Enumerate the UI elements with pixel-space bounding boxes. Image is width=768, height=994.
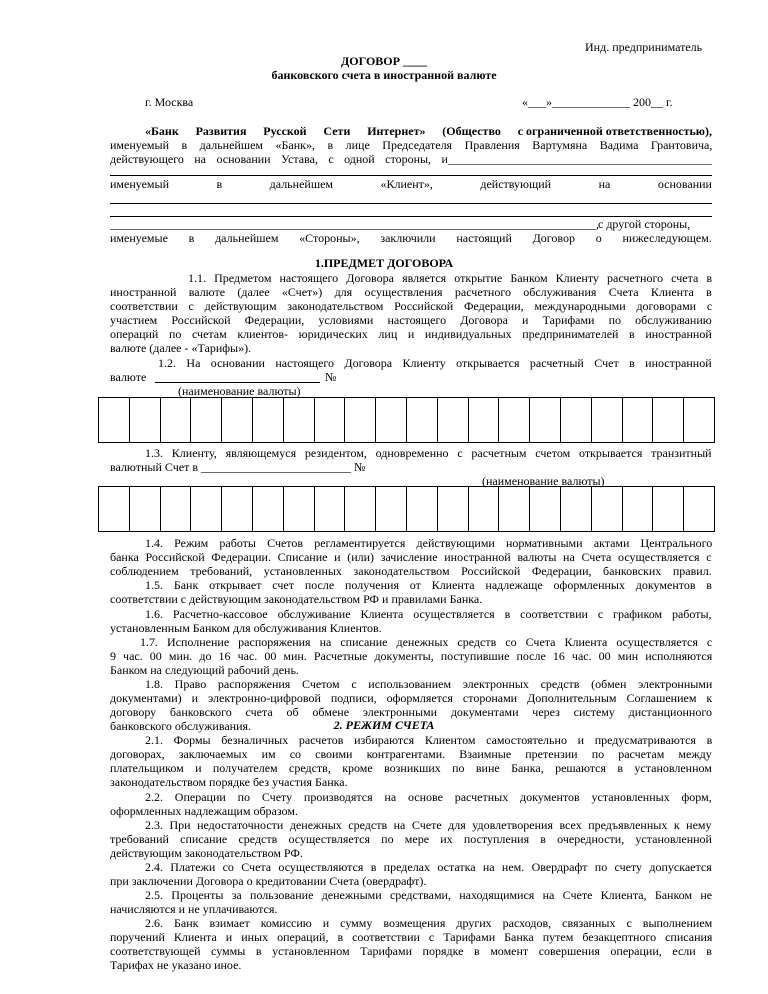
preamble-line-2: именуемый в дальнейшем «Банк», в лице Председателя Правления Вартумяна Вадима Грантовича,: [110, 138, 712, 152]
p22-line-1: 2.2. Операции по Счету производятся на основе расчетных документов установленных форм,: [145, 790, 712, 804]
p11-line-3: соответствии с действующим законодательством Российской Федерации, международными договорами с: [110, 299, 712, 313]
p25-line-1: 2.5. Проценты за пользование денежными средствами, находящимися на Счете Клиента, Банком не: [145, 888, 712, 902]
p17-line-1: 1.7. Исполнение распоряжения на списание денежных средств со Счета Клиента осуществляется с: [140, 635, 712, 649]
blank-line[interactable]: [110, 175, 712, 176]
p15-line-2: соответствии с действующим законодательством РФ и правилами Банка.: [110, 592, 483, 606]
p21-line-4: законодательством порядке без участия Банка.: [110, 775, 348, 789]
account-digit-cell[interactable]: [684, 398, 715, 442]
account-digit-cell[interactable]: [222, 487, 253, 531]
preamble-line-8b: с другой стороны,: [598, 217, 691, 231]
account-digit-cell[interactable]: [130, 398, 161, 442]
account-digit-cell[interactable]: [161, 398, 192, 442]
p17-line-3: Банком на следующий рабочий день.: [110, 663, 299, 677]
preamble-line-8a: _________________________________________________________________________________,: [110, 217, 599, 231]
p24-line-2: при заключении Договора о кредитовании Счета (овердрафт).: [110, 874, 427, 888]
account-digit-cell[interactable]: [376, 487, 407, 531]
account-digit-cell[interactable]: [499, 487, 530, 531]
account-digit-cell[interactable]: [653, 398, 684, 442]
account-digit-cell[interactable]: [222, 398, 253, 442]
preamble-line-1: «Банк Развития Русской Сети Интернет» (Общество с ограниченной ответственностью),: [145, 124, 712, 138]
p11-line-2: иностранной валюте (далее «Счет») для осуществления расчетного обслуживания Счета Клиента в: [110, 285, 712, 299]
account-digit-cell[interactable]: [561, 487, 592, 531]
p14-line-1: 1.4. Режим работы Счетов регламентируется действующими нормативными актами Центрального: [145, 536, 712, 550]
account-digit-cell[interactable]: [161, 487, 192, 531]
preamble-line-9: именуемые в дальнейшем «Стороны», заключили настоящий Договор о нижеследующем.: [110, 231, 712, 245]
p21-line-1: 2.1. Формы безналичных расчетов избираются Клиентом самостоятельно и предусматриваются в: [145, 733, 712, 747]
account-digit-cell[interactable]: [530, 398, 561, 442]
account-digit-cell[interactable]: [253, 487, 284, 531]
account-digit-cell[interactable]: [191, 487, 222, 531]
p18-line-2: документами) и электронно-цифровой подписи, оформляется сторонами Дополнительным Соглашением к: [110, 691, 712, 705]
contract-title: ДОГОВОР ____: [341, 54, 427, 68]
account-digit-cell[interactable]: [438, 398, 469, 442]
p26-line-4: Тарифах не указано иное.: [110, 958, 242, 972]
p23-line-3: действующим законодательством РФ.: [110, 846, 303, 860]
account-digit-cell[interactable]: [99, 398, 130, 442]
account-digit-cell[interactable]: [469, 487, 500, 531]
p11-line-5: операций по счетам клиентов- юридических лиц и индивидуальных предпринимателей в иностранной: [110, 327, 712, 341]
preamble-line-5: именуемый в дальнейшем «Клиент», действующий на основании: [110, 177, 712, 191]
p15-line-1: 1.5. Банк открывает счет после получения от Клиента надлежаще оформленных документов в: [145, 578, 712, 592]
account-digit-cell[interactable]: [407, 398, 438, 442]
p23-line-1: 2.3. При недостаточности денежных средств на Счете для удовлетворения всех предъявленных к нему: [145, 818, 712, 832]
p12-number-sign: №: [325, 370, 337, 384]
p26-line-2: поручений Клиента и иных операций, в соответствии с Тарифами Банка путем безакцептного списания: [110, 930, 712, 944]
p14-line-3: соблюдением требований, установленных законодательством Российской Федерации, банковских правил.: [110, 564, 712, 578]
p24-line-1: 2.4. Платежи со Счета осуществляются в пределах остатка на нем. Овердрафт по счету допускается: [145, 860, 712, 874]
account-digit-cell[interactable]: [130, 487, 161, 531]
account-digit-cell[interactable]: [284, 487, 315, 531]
account-digit-cell[interactable]: [623, 487, 654, 531]
account-digit-cell[interactable]: [469, 398, 500, 442]
p13-line-1: 1.3. Клиенту, являющемуся резидентом, одновременно с расчетным счетом открывается транзитный: [145, 446, 712, 460]
account-digit-cell[interactable]: [315, 487, 346, 531]
account-digit-cell[interactable]: [561, 398, 592, 442]
entrepreneur-label: Инд. предприниматель: [585, 40, 703, 54]
p16-line-1: 1.6. Расчетно-кассовое обслуживание Клиента осуществляется в соответствии с графиком работы,: [145, 607, 712, 621]
account-digit-cell[interactable]: [191, 398, 222, 442]
account-digit-cell[interactable]: [407, 487, 438, 531]
p21-line-3: плательщиком и получателем средств, кроме возникших по вине Банка, решаются в установленном: [110, 761, 712, 775]
p18-line-1: 1.8. Право распоряжения Счетом с использованием электронных средств (обмен электронными: [145, 677, 712, 691]
account-digit-cell[interactable]: [376, 398, 407, 442]
city: г. Москва: [145, 95, 194, 109]
blank-line[interactable]: [110, 203, 712, 204]
account-digit-cell[interactable]: [592, 487, 623, 531]
p13-caption: (наименование валюты): [482, 474, 605, 488]
account-digit-cell[interactable]: [530, 487, 561, 531]
p12-line-1: 1.2. На основании настоящего Договора Клиенту открывается расчетный Счет в иностранной: [158, 356, 712, 370]
contract-subtitle: банковского счета в иностранной валюте: [271, 68, 497, 82]
p16-line-2: установленным Банком для обслуживания Клиентов.: [110, 621, 382, 635]
account-digit-cell[interactable]: [592, 398, 623, 442]
p26-line-1: 2.6. Банк взимает комиссию и сумму возмещения других расходов, связанных с выполнением: [145, 916, 712, 930]
p14-line-2: банка Российской Федерации. Списание и (или) зачисление иностранной валюты на Счета осуществляется с: [110, 550, 712, 564]
p11-line-4: участием Российской Федерации, условиями настоящего Договора и Тарифами по обслуживанию: [110, 313, 712, 327]
p21-line-2: договорах, заключаемых им со своими контрагентами. Взаимные претензии по расчетам между: [110, 747, 712, 761]
transit-account-number-grid[interactable]: [98, 486, 715, 532]
p12-currency-label: валюте: [110, 370, 147, 384]
account-digit-cell[interactable]: [653, 487, 684, 531]
account-digit-cell[interactable]: [345, 487, 376, 531]
p23-line-2: требований списание средств осуществляется по мере их поступления в очередности, установленной: [110, 832, 712, 846]
p11-line-6: валюте (далее - «Тарифы»).: [110, 341, 252, 355]
p18-line-4: банковского обслуживания.: [110, 719, 252, 733]
account-digit-cell[interactable]: [438, 487, 469, 531]
account-digit-cell[interactable]: [315, 398, 346, 442]
account-digit-cell[interactable]: [345, 398, 376, 442]
p13-line-2: валютный Счет в _________________________ №: [110, 460, 366, 474]
preamble-line-3: действующего на основании Устава, с одной стороны, и____________________________________________: [110, 152, 712, 166]
p11-line-1: 1.1. Предметом настоящего Договора является открытие Банком Клиенту расчетного счета в: [188, 271, 712, 285]
p25-line-2: начисляются и не уплачиваются.: [110, 902, 278, 916]
contract-date: «___»_____________ 200__ г.: [522, 95, 673, 109]
account-digit-cell[interactable]: [253, 398, 284, 442]
currency-name-field[interactable]: [155, 382, 320, 383]
account-digit-cell[interactable]: [99, 487, 130, 531]
p26-line-3: соответствующей суммы в установленном Тарифами порядке в момент совершения операции, если в: [110, 944, 712, 958]
section2-heading: 2. РЕЖИМ СЧЕТА: [333, 718, 435, 732]
account-digit-cell[interactable]: [684, 487, 715, 531]
p22-line-2: оформленных надлежащим образом.: [110, 804, 298, 818]
account-digit-cell[interactable]: [284, 398, 315, 442]
section1-heading: 1.ПРЕДМЕТ ДОГОВОРА: [314, 256, 454, 270]
account-number-grid[interactable]: [98, 397, 715, 443]
p17-line-2: 9 час. 00 мин. до 16 час. 00 мин. Расчетные документы, поступившие после 16 час. 00 мин исполняются: [110, 649, 712, 663]
p18-line-3: договору банковского счета об обмене электронными документами через систему дистанционного: [110, 705, 712, 719]
account-digit-cell[interactable]: [623, 398, 654, 442]
p12-caption: (наименование валюты): [178, 384, 301, 398]
account-digit-cell[interactable]: [499, 398, 530, 442]
